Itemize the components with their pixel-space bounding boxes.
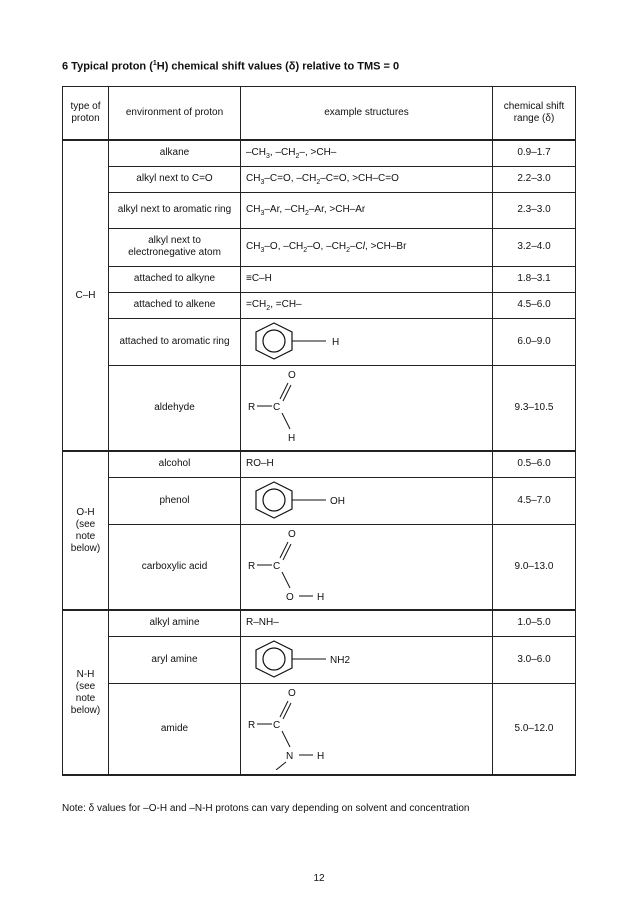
svg-text:N: N (286, 750, 294, 762)
example-cell (241, 524, 493, 610)
svg-text:H: H (288, 432, 296, 444)
range-cell: 5.0–12.0 (493, 683, 576, 775)
svg-text:C: C (273, 719, 281, 731)
example-cell (241, 683, 493, 775)
benzene-h-structure (246, 319, 356, 361)
env-cell: phenol (109, 477, 241, 524)
svg-text:R: R (248, 719, 256, 731)
aldehyde-structure (246, 366, 326, 446)
env-cell: carboxylic acid (109, 524, 241, 610)
table-row (63, 477, 576, 524)
example-cell: RO–H (241, 451, 493, 477)
range-cell: 4.5–7.0 (493, 477, 576, 524)
example-cell: ≡C–H (241, 266, 493, 292)
range-cell: 0.9–1.7 (493, 140, 576, 166)
table-row (63, 166, 576, 192)
table-row (63, 636, 576, 683)
group-ch: C–H (63, 140, 109, 451)
example-cell (241, 477, 493, 524)
table-row (63, 228, 576, 266)
example-cell (241, 636, 493, 683)
env-cell: attached to aromatic ring (109, 318, 241, 365)
page-title: 6 Typical proton ($^1$H) chemical shift values (δ) relative to TMS = 0 (62, 60, 400, 73)
example-cell: $=CH_2$, =CH– (241, 292, 493, 318)
svg-text:O: O (288, 528, 296, 540)
table-row (63, 292, 576, 318)
example-cell: $-CH_3$, $-CH_2-$, >CH– (241, 140, 493, 166)
env-cell: alcohol (109, 451, 241, 477)
table-row (63, 524, 576, 610)
svg-text:O: O (288, 687, 296, 699)
range-cell: 6.0–9.0 (493, 318, 576, 365)
env-cell: attached to alkene (109, 292, 241, 318)
footnote: Note: δ values for –O-H and –N-H protons can vary depending on solvent and concentration (62, 803, 470, 814)
page-number: 12 (313, 873, 325, 884)
svg-text:O: O (286, 591, 294, 603)
svg-text:R: R (248, 560, 256, 572)
range-cell: 1.8–3.1 (493, 266, 576, 292)
env-cell: attached to alkyne (109, 266, 241, 292)
svg-text:O: O (288, 369, 296, 381)
range-cell: 3.0–6.0 (493, 636, 576, 683)
env-cell: aldehyde (109, 365, 241, 451)
atom-label: OH (330, 495, 345, 507)
aryl-amine-structure (246, 637, 366, 679)
example-cell: $CH_3-O$, $-CH_2-O$, $-CH_2-Cl$, >CH–Br (241, 228, 493, 266)
phenol-structure (246, 478, 356, 520)
range-cell: 9.3–10.5 (493, 365, 576, 451)
header-environment: environment of proton (109, 87, 241, 141)
example-cell: $CH_3-Ar$, $-CH_2-Ar$, >CH–Ar (241, 192, 493, 228)
carboxylic-acid-structure (246, 525, 346, 605)
range-cell: 3.2–4.0 (493, 228, 576, 266)
example-cell (241, 365, 493, 451)
table-row (63, 192, 576, 228)
table-row (63, 365, 576, 451)
table-row (63, 266, 576, 292)
table-row (63, 140, 576, 166)
group-oh: O-H (see note below) (63, 451, 109, 610)
table-row (63, 318, 576, 365)
table-row (63, 451, 576, 477)
env-cell: alkyl next to C=O (109, 166, 241, 192)
table-row (63, 683, 576, 775)
header-range: chemical shift range (δ) (493, 87, 576, 141)
range-cell: 2.3–3.0 (493, 192, 576, 228)
env-cell: aryl amine (109, 636, 241, 683)
range-cell: 9.0–13.0 (493, 524, 576, 610)
env-cell: alkyl next to electronegative atom (109, 228, 241, 266)
env-cell: alkyl amine (109, 610, 241, 636)
svg-text:R: R (248, 401, 256, 413)
range-cell: 4.5–6.0 (493, 292, 576, 318)
svg-text:H: H (317, 591, 325, 603)
table-row (63, 610, 576, 636)
chemical-shift-table (62, 86, 576, 776)
header-type: type of proton (63, 87, 109, 141)
env-cell: alkyl next to aromatic ring (109, 192, 241, 228)
atom-label: H (332, 336, 340, 348)
header-example: example structures (241, 87, 493, 141)
group-nh: N-H (see note below) (63, 610, 109, 775)
env-cell: amide (109, 683, 241, 775)
example-cell: R–NH– (241, 610, 493, 636)
example-cell: $CH_3-C=O$, $-CH_2-C=O$, >CH–C=O (241, 166, 493, 192)
svg-text:C: C (273, 401, 281, 413)
header-row (63, 87, 576, 141)
svg-text:C: C (273, 560, 281, 572)
range-cell: 0.5–6.0 (493, 451, 576, 477)
example-cell (241, 318, 493, 365)
range-cell: 1.0–5.0 (493, 610, 576, 636)
env-cell: alkane (109, 140, 241, 166)
amide-structure (246, 684, 346, 770)
range-cell: 2.2–3.0 (493, 166, 576, 192)
svg-text:H: H (317, 750, 325, 762)
atom-label: NH2 (330, 654, 351, 666)
